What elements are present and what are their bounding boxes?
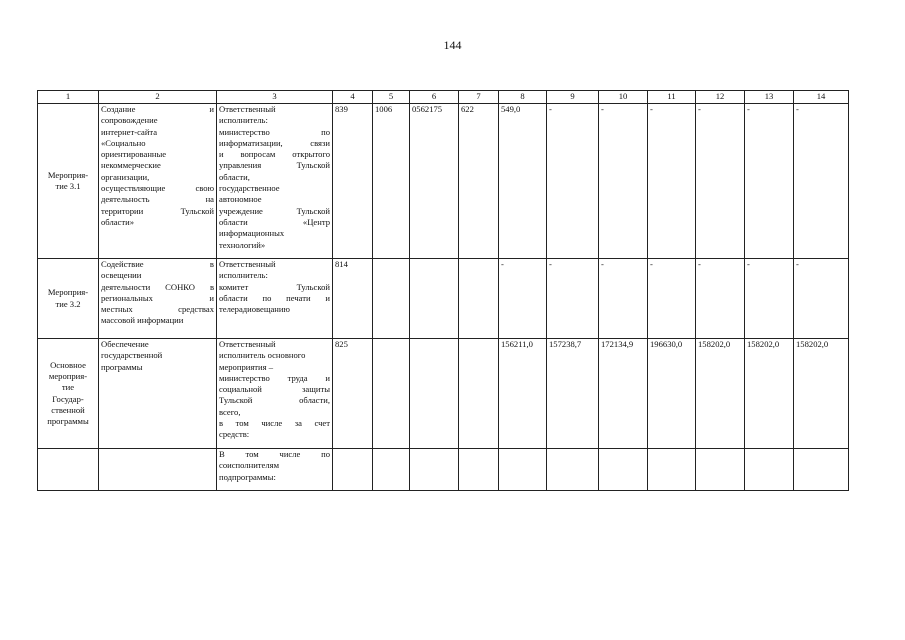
executor-cell — [217, 339, 333, 449]
desc-line: массовой информации — [101, 315, 184, 326]
header-cell: 1 — [38, 91, 99, 104]
exec-line: телерадиовещанию — [219, 304, 290, 315]
description-cell — [99, 339, 217, 449]
value-cell — [459, 339, 499, 449]
measure-name-line: ственной — [51, 404, 85, 415]
exec-line: государственное — [219, 183, 280, 194]
value-cell — [410, 449, 459, 491]
desc-line: Создание и — [101, 104, 214, 114]
measure-name-cell — [38, 104, 99, 259]
value-cell — [333, 449, 373, 491]
exec-line: Тульской области, — [219, 395, 330, 406]
exec-line: и вопросам открытого — [219, 149, 330, 160]
value-cell: 158202,0 — [745, 339, 794, 449]
exec-line: Ответственный — [219, 339, 276, 349]
exec-line: мероприятия – — [219, 361, 274, 372]
value-cell: 196630,0 — [648, 339, 696, 449]
exec-line: Ответственный — [219, 104, 276, 114]
value-cell — [410, 339, 459, 449]
value-cell: - — [648, 104, 696, 259]
header-cell: 4 — [333, 91, 373, 104]
exec-line: исполнитель: — [219, 270, 268, 281]
value-cell: 156211,0 — [499, 339, 547, 449]
executor-cell — [217, 449, 333, 491]
exec-line: в том числе за счет — [219, 418, 330, 429]
desc-line: интернет-сайта — [101, 126, 158, 137]
desc-line: организации, — [101, 171, 150, 182]
budget-table — [37, 90, 849, 491]
header-cell: 7 — [459, 91, 499, 104]
value-cell: - — [794, 104, 849, 259]
desc-line: государственной — [101, 350, 163, 361]
value-cell: - — [599, 104, 648, 259]
value-cell: - — [499, 259, 547, 339]
measure-name-line: Мероприя- — [47, 287, 89, 298]
exec-line: информатизации, связи — [219, 137, 330, 148]
value-cell: 839 — [333, 104, 373, 259]
description-cell — [99, 449, 217, 491]
exec-line: области по печати и — [219, 292, 330, 303]
value-cell: 825 — [333, 339, 373, 449]
header-cell: 6 — [410, 91, 459, 104]
exec-line: управления Тульской — [219, 160, 330, 171]
desc-line: «Социально — [101, 137, 146, 148]
value-cell: - — [696, 259, 745, 339]
value-cell — [373, 339, 410, 449]
exec-line: соисполнителям — [219, 460, 280, 471]
executor-cell — [217, 104, 333, 259]
measure-name-cell — [38, 259, 99, 339]
description-cell — [99, 259, 217, 339]
header-cell: 3 — [217, 91, 333, 104]
exec-line: области «Центр — [219, 216, 330, 227]
desc-line: территории Тульской — [101, 205, 214, 216]
desc-line: сопровождение — [101, 115, 158, 126]
measure-name-line: тие 3.1 — [55, 181, 81, 191]
measure-name-line: тие — [61, 382, 75, 393]
value-cell: - — [599, 259, 648, 339]
value-cell: 157238,7 — [547, 339, 599, 449]
exec-line: комитет Тульской — [219, 281, 330, 292]
value-cell — [410, 259, 459, 339]
exec-line: подпрограммы: — [219, 471, 276, 482]
measure-name-line: Государ- — [52, 393, 84, 404]
header-row — [38, 91, 849, 104]
exec-line: средств: — [219, 429, 250, 440]
measure-name-cell — [38, 449, 99, 491]
measure-name-line: Мероприя- — [47, 169, 89, 180]
value-cell: 158202,0 — [794, 339, 849, 449]
table-row — [38, 339, 849, 449]
exec-line: исполнитель основного — [219, 350, 306, 361]
exec-line: технологий» — [219, 239, 266, 250]
desc-line: деятельности СОНКО в — [101, 281, 214, 292]
value-cell — [745, 449, 794, 491]
value-cell — [648, 449, 696, 491]
desc-line: некоммерческие — [101, 160, 161, 171]
value-cell: - — [745, 259, 794, 339]
page-number: 144 — [443, 38, 462, 52]
value-cell: - — [696, 104, 745, 259]
desc-line: местных средствах — [101, 304, 214, 315]
exec-line: министерство по — [219, 126, 330, 137]
value-cell: - — [547, 104, 599, 259]
desc-line: Обеспечение — [101, 339, 149, 349]
value-cell: - — [794, 259, 849, 339]
exec-line: автономное — [219, 194, 262, 205]
table-row — [38, 104, 849, 259]
value-cell: 1006 — [373, 104, 410, 259]
exec-line: области, — [219, 171, 250, 182]
header-cell: 8 — [499, 91, 547, 104]
desc-line: Содействие в — [101, 259, 214, 269]
measure-name-line: мероприя- — [48, 370, 88, 381]
value-cell: 549,0 — [499, 104, 547, 259]
measure-name-line: программы — [47, 416, 89, 427]
header-cell: 2 — [99, 91, 217, 104]
desc-line: осуществляющие свою — [101, 183, 214, 194]
desc-line: деятельность на — [101, 194, 214, 205]
value-cell: - — [745, 104, 794, 259]
value-cell: - — [547, 259, 599, 339]
value-cell — [599, 449, 648, 491]
value-cell — [373, 259, 410, 339]
header-cell: 10 — [599, 91, 648, 104]
value-cell: 0562175 — [410, 104, 459, 259]
executor-cell — [217, 259, 333, 339]
exec-line: исполнитель: — [219, 115, 268, 126]
desc-line: программы — [101, 361, 143, 372]
measure-name-line: Основное — [50, 359, 86, 370]
exec-line: Ответственный — [219, 259, 276, 269]
desc-line: ориентированные — [101, 149, 167, 160]
value-cell — [547, 449, 599, 491]
value-cell — [459, 449, 499, 491]
header-cell: 11 — [648, 91, 696, 104]
exec-line: министерство труда и — [219, 372, 330, 383]
header-cell: 12 — [696, 91, 745, 104]
exec-line: В том числе по — [219, 449, 330, 459]
measure-name-cell — [38, 339, 99, 449]
value-cell: - — [648, 259, 696, 339]
exec-line: всего, — [219, 406, 241, 417]
value-cell — [696, 449, 745, 491]
header-cell: 9 — [547, 91, 599, 104]
header-cell: 5 — [373, 91, 410, 104]
value-cell — [373, 449, 410, 491]
header-cell: 14 — [794, 91, 849, 104]
value-cell: 814 — [333, 259, 373, 339]
header-cell: 13 — [745, 91, 794, 104]
exec-line: информационных — [219, 228, 285, 239]
desc-line: области» — [101, 216, 135, 227]
value-cell: 622 — [459, 104, 499, 259]
value-cell — [499, 449, 547, 491]
value-cell — [794, 449, 849, 491]
value-cell — [459, 259, 499, 339]
measure-name-line: тие 3.2 — [55, 298, 81, 309]
value-cell: 158202,0 — [696, 339, 745, 449]
desc-line: региональных и — [101, 292, 214, 303]
description-cell — [99, 104, 217, 259]
exec-line: учреждение Тульской — [219, 205, 330, 216]
value-cell: 172134,9 — [599, 339, 648, 449]
exec-line: социальной защиты — [219, 384, 330, 395]
desc-line: освещении — [101, 270, 142, 281]
table-row — [38, 449, 849, 491]
table-row — [38, 259, 849, 339]
